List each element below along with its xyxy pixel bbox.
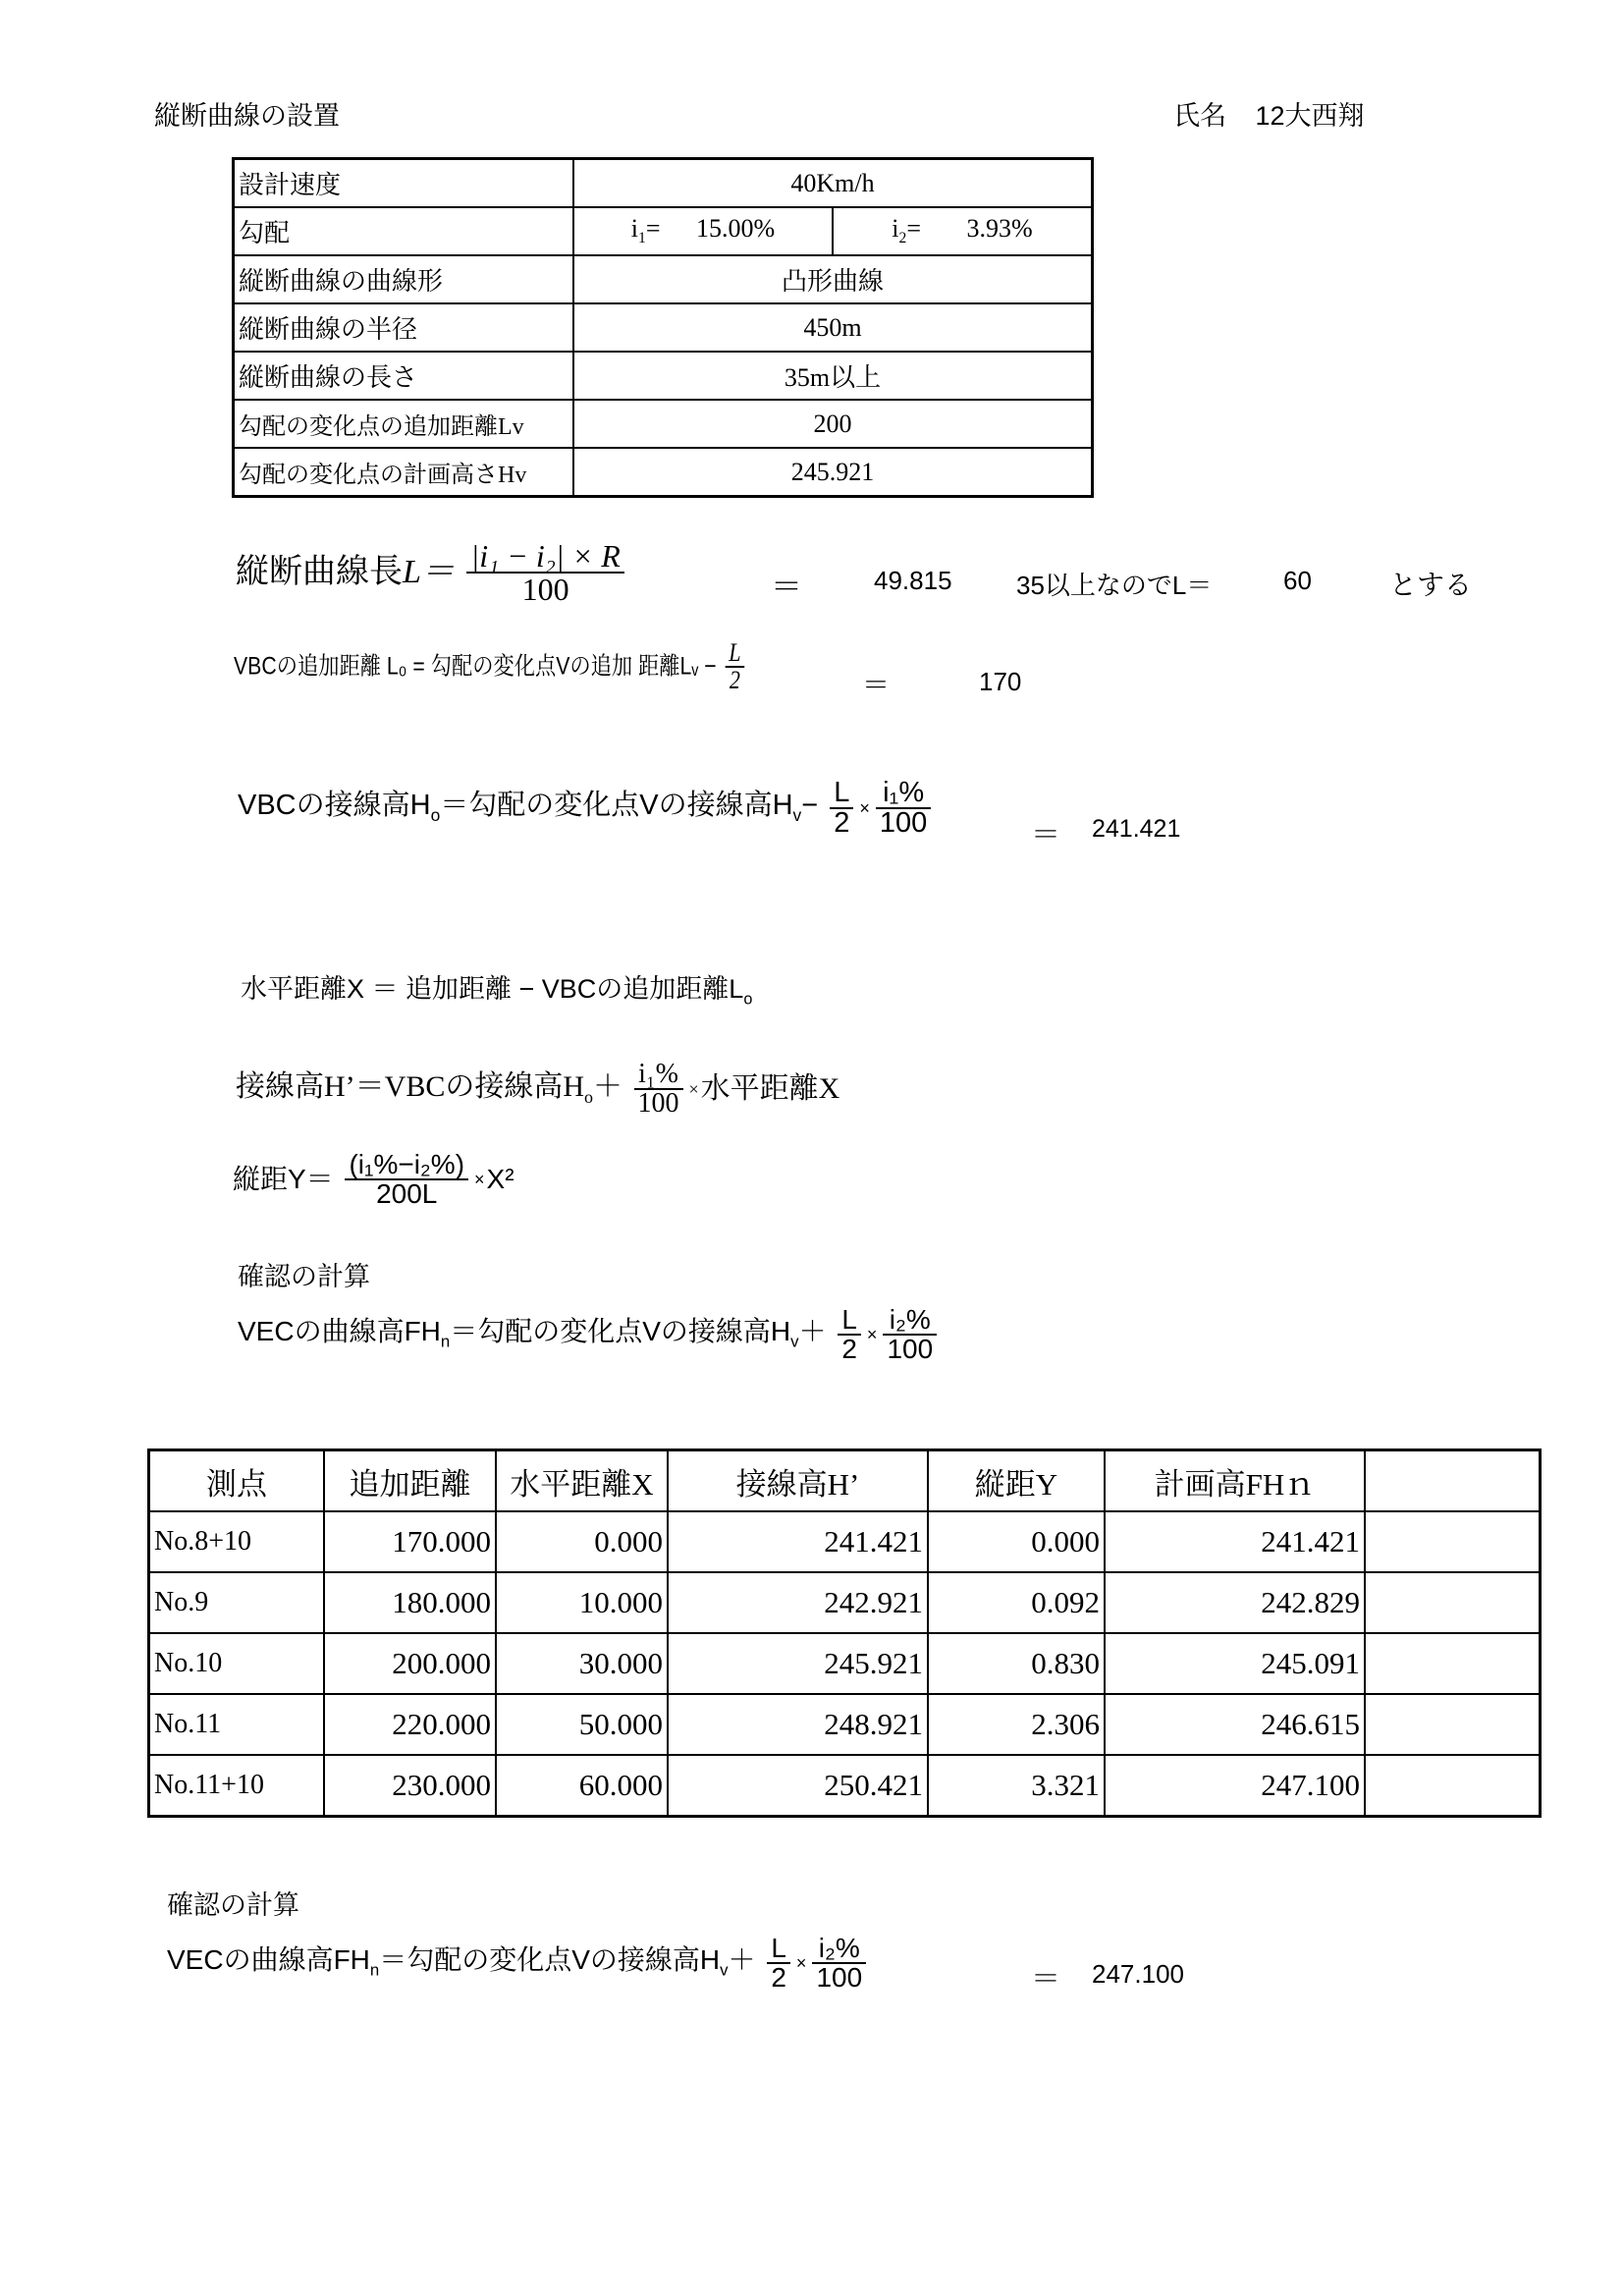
table-cell: 241.421 [1105,1511,1365,1572]
formula1-result: 49.815 [874,566,952,595]
table-cell: 230.000 [324,1755,496,1817]
table-cell [1365,1572,1541,1633]
table-cell: 0.000 [928,1511,1105,1572]
formula3-equals: ＝ [1031,819,1060,851]
i1-eq: = [645,214,661,244]
spec-value: 245.921 [573,448,1093,497]
formula2-num: L [726,640,744,668]
times-sign: × [474,1170,485,1189]
formula1-numerator: |i₁ − i₂| × R [466,540,623,574]
formula1-denominator: 100 [521,572,569,607]
column-header: 接線高H’ [668,1450,928,1512]
spec-value: 450m [573,303,1093,352]
spec-label: 勾配の変化点の計画高さHv [234,448,574,497]
i2-value: 3.93% [966,214,1033,244]
table-row [149,1694,1541,1755]
formula-vbc-distance [234,640,747,693]
spec-row-length [234,352,1093,400]
formula1-var: L＝ [403,554,455,590]
spec-row-radius [234,303,1093,352]
station-cell: No.9 [149,1572,325,1633]
table-cell: 200.000 [324,1633,496,1694]
spec-row-hv [234,448,1093,497]
table-cell: 220.000 [324,1694,496,1755]
table-cell: 10.000 [496,1572,668,1633]
spec-value: 40Km/h [573,159,1093,208]
check2-formula: VECの曲線高$FH_n=$勾配の変化点Vの接線高$H_v+$ $\frac{L}{2}$ × $\frac{\text{i₂\%}}{100}$ [167,1935,870,1992]
table-row [149,1511,1541,1572]
times-sign: × [866,1325,878,1344]
name-value: 12大西翔 [1255,101,1365,131]
i2-label: i [892,214,899,244]
times-sign: × [859,798,870,818]
formula-tangent-height: 接線高H’＝VBCの接線高$H_o+$ $\frac{\text{i₁\%}}{100}$ ×水平距離X [236,1059,840,1119]
table-cell: 50.000 [496,1694,668,1755]
check2-result: 247.100 [1092,1959,1184,1989]
column-header: 測点 [149,1450,325,1512]
spec-table [232,157,1094,498]
table-cell: 170.000 [324,1511,496,1572]
table-cell: 241.421 [668,1511,928,1572]
table-cell: 247.100 [1105,1755,1365,1817]
formula1-equals: ＝ [771,569,803,604]
i2-eq: = [906,214,921,244]
table-row [149,1755,1541,1817]
column-header: 追加距離 [324,1450,496,1512]
formula-horizontal-distance: 水平距離X ＝ 追加距離 − VBCの追加距離$L_o$ [241,974,753,1009]
table-row [149,1572,1541,1633]
table-cell [1365,1633,1541,1694]
spec-label: 設計速度 [234,159,574,208]
station-cell: No.8+10 [149,1511,325,1572]
check1-label: 確認の計算 [238,1262,370,1291]
i1-sub: 1 [638,230,646,247]
result-table [147,1449,1542,1818]
formula1-note: 35以上なのでL＝ [1016,571,1213,600]
spec-label: 勾配の変化点の追加距離Lv [234,400,574,448]
column-header: 縦距Y [928,1450,1105,1512]
table-cell: 30.000 [496,1633,668,1694]
column-header: 水平距離X [496,1450,668,1512]
check1-frac1: $\frac{L}{2}$ [838,1306,861,1363]
formula2-lhs: VBCの追加距離 L₀ = 勾配の変化点Vの追加 距離Lᵥ − [234,652,717,681]
grade-i2-cell [833,207,1093,255]
formula6-fraction: $\frac{\text{(i₁\%−i₂\%)}}{200L}$ [345,1151,468,1208]
table-row [149,1633,1541,1694]
formula5-fraction: $\frac{\text{i₁\%}}{100}$ [634,1061,683,1118]
formula-vertical-offset: 縦距Y＝ $\frac{\text{(i₁\%−i₂\%)}}{200L}$ ×X² [233,1149,514,1209]
spec-value: 凸形曲線 [573,255,1093,303]
spec-label: 縦断曲線の曲線形 [234,255,574,303]
name-label: 氏名 [1173,101,1226,131]
check2-frac1: $\frac{L}{2}$ [767,1935,790,1992]
table-cell [1365,1511,1541,1572]
check2-equals: ＝ [1031,1963,1060,1995]
table-cell: 180.000 [324,1572,496,1633]
column-header: 計画高FHｎ [1105,1450,1365,1512]
check1-frac2: $\frac{\text{i₂\%}}{100}$ [883,1306,937,1363]
table-cell: 0.830 [928,1633,1105,1694]
formula-curve-length [236,540,628,605]
spec-row-shape [234,255,1093,303]
formula2-den: 2 [729,666,740,694]
times-sign: × [688,1079,699,1099]
i1-label: i [630,214,639,244]
formula-vbc-height [238,779,935,838]
formula2-fraction [726,640,744,693]
formula3-result: 241.421 [1092,815,1181,843]
spec-value: 200 [573,400,1093,448]
table-header-row [149,1450,1541,1512]
table-cell: 245.921 [668,1633,928,1694]
check2-frac2: $\frac{\text{i₂\%}}{100}$ [812,1935,866,1992]
spec-row-lv [234,400,1093,448]
table-cell: 60.000 [496,1755,668,1817]
check1-formula: VECの曲線高$FH_n=$勾配の変化点Vの接線高$H_v+$ $\frac{L}{2}$ × $\frac{\text{i₂\%}}{100}$ [238,1306,941,1363]
station-cell: No.11+10 [149,1755,325,1817]
name-block [1173,94,1365,133]
table-cell: 250.421 [668,1755,928,1817]
table-cell: 0.092 [928,1572,1105,1633]
formula1-fraction [466,540,623,605]
table-cell: 2.306 [928,1694,1105,1755]
spec-row-speed [234,159,1093,208]
table-cell: 3.321 [928,1755,1105,1817]
table-cell: 0.000 [496,1511,668,1572]
table-cell: 248.921 [668,1694,928,1755]
formula2-result: 170 [979,667,1022,696]
formula1-tail: とする [1389,570,1473,600]
formula3-frac2: $\frac{\text{i₁\%}}{100}$ [876,779,931,838]
grade-i1-cell [573,207,833,255]
spec-label: 縦断曲線の長さ [234,352,574,400]
formula3-lhs: VBCの接線高$H_o=$勾配の変化点Vの接線高$H_v-$ [238,790,819,826]
table-cell: 245.091 [1105,1633,1365,1694]
table-cell [1365,1755,1541,1817]
station-cell: No.11 [149,1694,325,1755]
spec-row-grade [234,207,1093,255]
table-cell: 246.615 [1105,1694,1365,1755]
table-cell: 242.829 [1105,1572,1365,1633]
station-cell: No.10 [149,1633,325,1694]
table-cell [1365,1694,1541,1755]
times-sign: × [795,1953,807,1973]
i2-sub: 2 [898,230,907,247]
spec-value: 35m以上 [573,352,1093,400]
spec-label: 勾配 [234,207,574,255]
i1-value: 15.00% [696,214,776,244]
table-cell: 242.921 [668,1572,928,1633]
formula2-equals: ＝ [862,670,891,700]
formula3-frac1: $\frac{L}{2}$ [830,779,853,838]
check2-label: 確認の計算 [167,1890,299,1920]
column-header [1365,1450,1541,1512]
document-title: 縦断曲線の設置 [154,101,340,131]
formula1-lhs: 縦断曲線長 [236,554,403,590]
formula1-chosen: 60 [1283,566,1312,595]
spec-label: 縦断曲線の半径 [234,303,574,352]
